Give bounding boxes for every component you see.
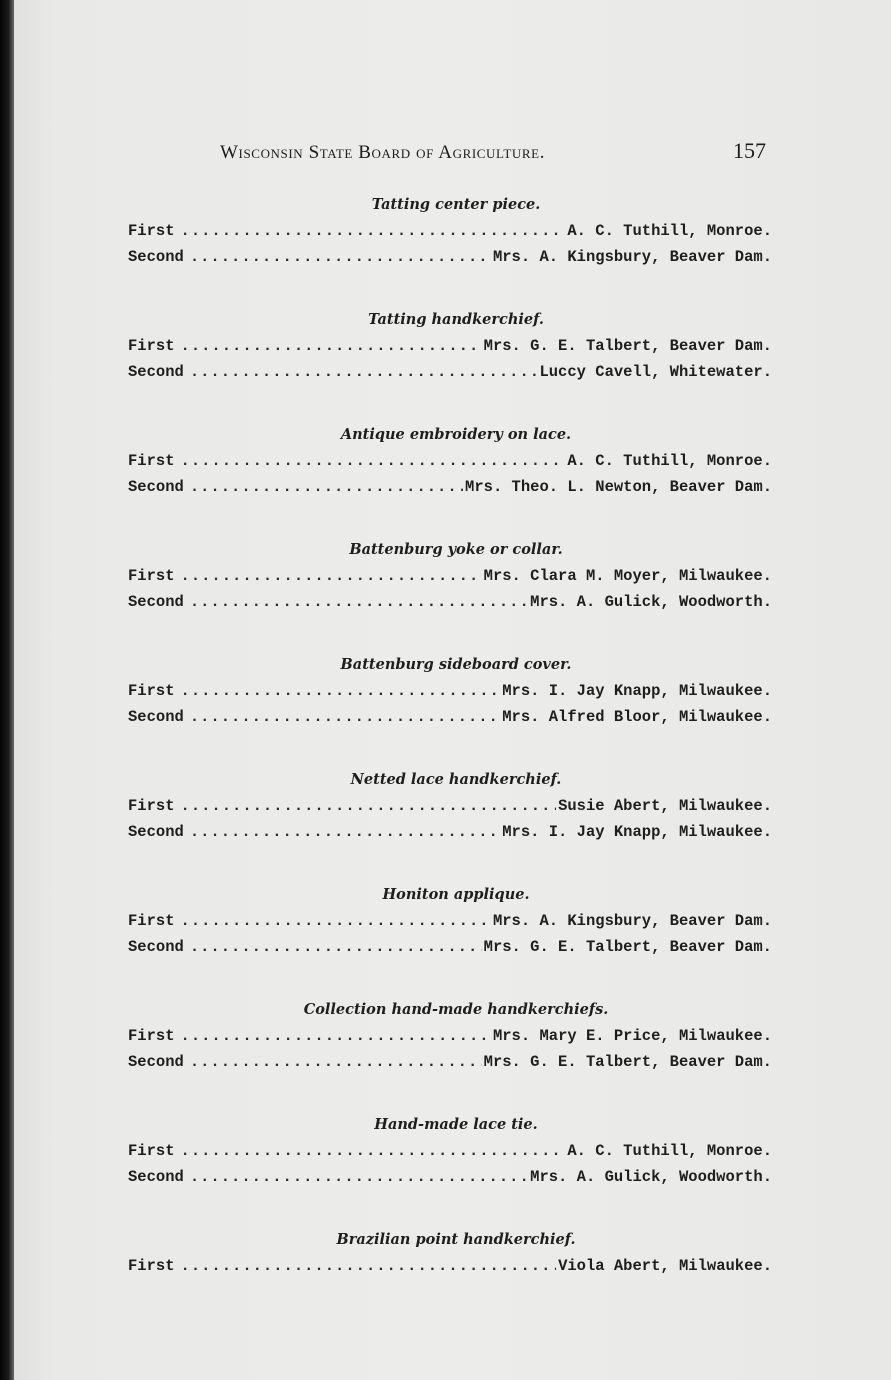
award-winner: Mrs. Clara M. Moyer, Milwaukee. xyxy=(483,567,772,585)
award-winner: Susie Abert, Milwaukee. xyxy=(558,797,772,815)
award-section xyxy=(128,1227,772,1342)
dot-leader xyxy=(190,589,528,615)
dot-leader xyxy=(190,1164,528,1190)
dot-leader xyxy=(190,934,482,960)
dot-leader xyxy=(181,678,501,704)
award-entry xyxy=(128,218,772,244)
award-category-title: Brazilian point handkerchief. xyxy=(336,1231,576,1248)
award-place: First xyxy=(128,567,175,585)
award-section xyxy=(128,537,772,652)
dot-leader xyxy=(190,474,463,500)
award-entry xyxy=(128,1164,772,1190)
award-winner: Mrs. A. Kingsbury, Beaver Dam. xyxy=(492,912,772,930)
award-place: Second xyxy=(128,248,184,266)
award-place: Second xyxy=(128,363,184,381)
award-place: Second xyxy=(128,478,184,496)
award-place: Second xyxy=(128,1053,184,1071)
award-winner: A. C. Tuthill, Monroe. xyxy=(567,1142,772,1160)
award-entry xyxy=(128,333,772,359)
award-place: First xyxy=(128,222,175,240)
award-entry xyxy=(128,244,772,270)
award-category-title: Netted lace handkerchief. xyxy=(350,771,562,788)
award-place: First xyxy=(128,337,175,355)
award-entry xyxy=(128,1049,772,1075)
award-category-title: Battenburg yoke or collar. xyxy=(349,541,563,558)
award-entry xyxy=(128,934,772,960)
award-section xyxy=(128,652,772,767)
award-place: Second xyxy=(128,708,184,726)
award-winner: A. C. Tuthill, Monroe. xyxy=(567,452,772,470)
award-winner: Mrs. Alfred Bloor, Milwaukee. xyxy=(502,708,772,726)
award-winner: Mrs. A. Gulick, Woodworth. xyxy=(530,1168,772,1186)
award-entry xyxy=(128,678,772,704)
award-entry xyxy=(128,589,772,615)
award-category-title: Tatting handkerchief. xyxy=(368,311,544,328)
dot-leader xyxy=(190,359,538,385)
award-section xyxy=(128,192,772,307)
award-entry xyxy=(128,704,772,730)
dot-leader xyxy=(190,244,491,270)
award-category-title: Hand-made lace tie. xyxy=(374,1116,538,1133)
dot-leader xyxy=(181,793,557,819)
award-section xyxy=(128,882,772,997)
award-entry xyxy=(128,474,772,500)
award-entry xyxy=(128,448,772,474)
award-entry xyxy=(128,819,772,845)
dot-leader xyxy=(181,448,566,474)
award-section xyxy=(128,422,772,537)
award-place: First xyxy=(128,1257,175,1275)
award-entry xyxy=(128,1138,772,1164)
award-section xyxy=(128,767,772,882)
award-winner: Mrs. Mary E. Price, Milwaukee. xyxy=(492,1027,772,1045)
premium-awards-list xyxy=(128,192,772,1342)
award-place: Second xyxy=(128,938,184,956)
dot-leader xyxy=(190,704,500,730)
award-winner: Luccy Cavell, Whitewater. xyxy=(539,363,772,381)
award-winner: Mrs. A. Gulick, Woodworth. xyxy=(530,593,772,611)
dot-leader xyxy=(181,1138,566,1164)
running-header-title: Wisconsin State Board of Agriculture. xyxy=(220,142,546,163)
award-place: Second xyxy=(128,1168,184,1186)
award-place: Second xyxy=(128,823,184,841)
dot-leader xyxy=(190,819,500,845)
award-section xyxy=(128,997,772,1112)
award-section xyxy=(128,1112,772,1227)
award-entry xyxy=(128,359,772,385)
award-place: Second xyxy=(128,593,184,611)
award-place: First xyxy=(128,682,175,700)
award-place: First xyxy=(128,452,175,470)
award-place: First xyxy=(128,912,175,930)
award-winner: Mrs. G. E. Talbert, Beaver Dam. xyxy=(483,337,772,355)
award-entry xyxy=(128,563,772,589)
award-place: First xyxy=(128,1142,175,1160)
dot-leader xyxy=(181,218,566,244)
award-category-title: Collection hand-made handkerchiefs. xyxy=(303,1001,609,1018)
award-section xyxy=(128,307,772,422)
page-number: 157 xyxy=(733,138,766,163)
dot-leader xyxy=(181,1023,491,1049)
award-entry xyxy=(128,908,772,934)
award-winner: Viola Abert, Milwaukee. xyxy=(558,1257,772,1275)
award-category-title: Honiton applique. xyxy=(382,886,530,903)
award-winner: A. C. Tuthill, Monroe. xyxy=(567,222,772,240)
award-category-title: Battenburg sideboard cover. xyxy=(340,656,572,673)
award-entry xyxy=(128,1253,772,1279)
award-winner: Mrs. G. E. Talbert, Beaver Dam. xyxy=(483,1053,772,1071)
award-winner: Mrs. A. Kingsbury, Beaver Dam. xyxy=(492,248,772,266)
award-winner: Mrs. Theo. L. Newton, Beaver Dam. xyxy=(465,478,772,496)
award-winner: Mrs. I. Jay Knapp, Milwaukee. xyxy=(502,823,772,841)
award-place: First xyxy=(128,797,175,815)
award-place: First xyxy=(128,1027,175,1045)
award-entry xyxy=(128,793,772,819)
dot-leader xyxy=(181,1253,557,1279)
book-spine-shadow xyxy=(0,0,14,1380)
dot-leader xyxy=(181,333,482,359)
award-entry xyxy=(128,1023,772,1049)
dot-leader xyxy=(181,908,491,934)
running-header xyxy=(220,138,766,174)
award-category-title: Tatting center piece. xyxy=(371,196,541,213)
award-category-title: Antique embroidery on lace. xyxy=(340,426,572,443)
award-winner: Mrs. G. E. Talbert, Beaver Dam. xyxy=(483,938,772,956)
award-winner: Mrs. I. Jay Knapp, Milwaukee. xyxy=(502,682,772,700)
dot-leader xyxy=(181,563,482,589)
dot-leader xyxy=(190,1049,482,1075)
